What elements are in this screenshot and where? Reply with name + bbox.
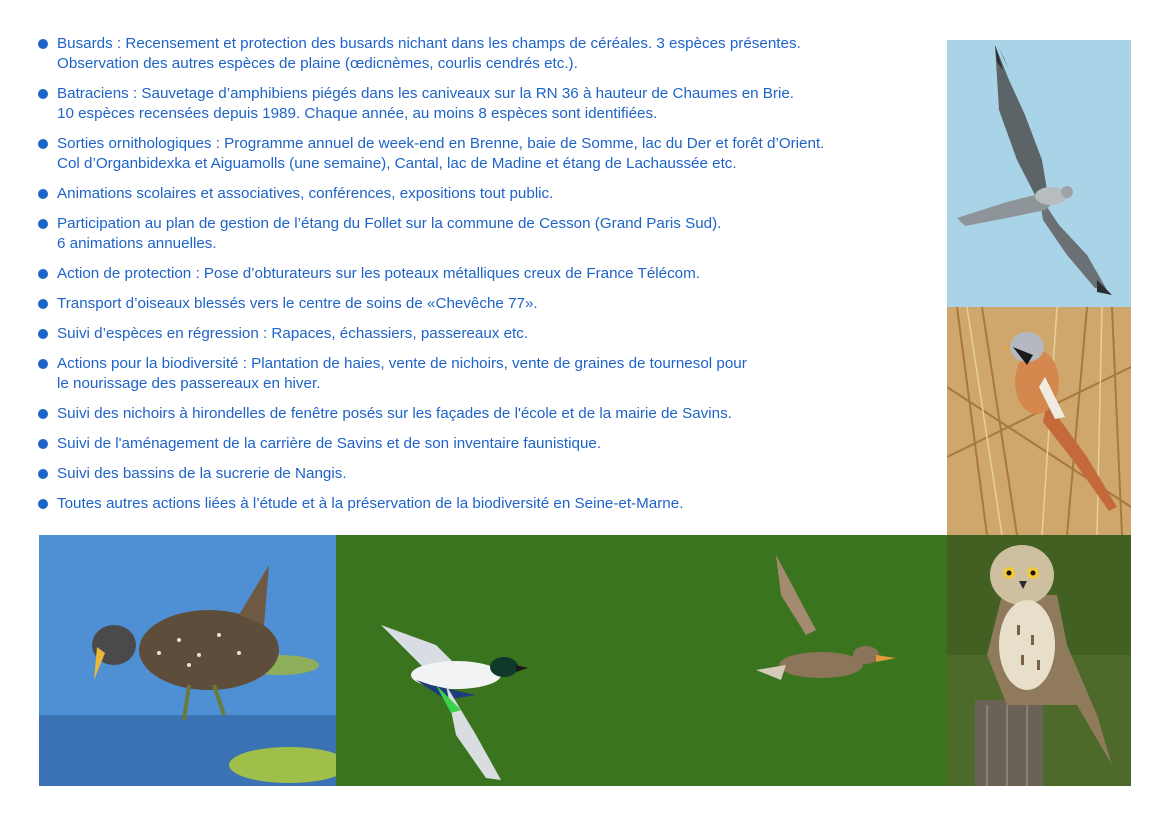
activity-item — [38, 464, 928, 484]
bullet-icon — [38, 89, 48, 99]
activity-line: Observation des autres espèces de plaine (œdicnèmes, courlis cendrés etc.). — [57, 55, 578, 72]
bullet-icon — [38, 409, 48, 419]
activity-line: le nourissage des passereaux en hiver. — [57, 375, 321, 392]
bullet-icon — [38, 469, 48, 479]
activity-item — [38, 264, 928, 284]
activity-line: Actions pour la biodiversité : Plantation de haies, vente de nichoirs, vente de graines de tournesol pour — [57, 355, 747, 372]
activity-item — [38, 134, 928, 174]
activity-line: 10 espèces recensées depuis 1989. Chaque année, au moins 8 espèces sont identifiées. — [57, 105, 658, 122]
bullet-icon — [38, 439, 48, 449]
activity-line: Batraciens : Sauvetage d’amphibiens piégés dans les caniveaux sur la RN 36 à hauteur de Chaumes en Brie. — [57, 85, 795, 102]
activity-item — [38, 294, 928, 314]
activity-line: Busards : Recensement et protection des busards nichant dans les champs de céréales. 3 espèces présentes. — [57, 35, 801, 52]
activity-line: Action de protection : Pose d’obturateurs sur les poteaux métalliques creux de France Télécom. — [57, 265, 700, 282]
activity-line: 6 animations annuelles. — [57, 235, 217, 252]
bullet-icon — [38, 359, 48, 369]
activity-item — [38, 404, 928, 424]
bullet-icon — [38, 139, 48, 149]
activity-item — [38, 354, 928, 394]
activity-line: Col d’Organbidexka et Aiguamolls (une semaine), Cantal, lac de Madine et étang de Lachaussée etc. — [57, 155, 737, 172]
bullet-icon — [38, 499, 48, 509]
bullet-icon — [38, 329, 48, 339]
activity-line: Suivi de l'aménagement de la carrière de Savins et de son inventaire faunistique. — [57, 435, 602, 452]
activity-item — [38, 494, 928, 514]
reedling-photo — [947, 307, 1131, 535]
owl-photo — [947, 535, 1131, 786]
activity-item — [38, 184, 928, 204]
activity-item — [38, 214, 928, 254]
bullet-icon — [38, 189, 48, 199]
bullet-icon — [38, 219, 48, 229]
activity-line: Sorties ornithologiques : Programme annuel de week-end en Brenne, baie de Somme, lac du Der et forêt d’Orient. — [57, 135, 825, 152]
harrier-photo — [947, 40, 1131, 307]
activities-list — [38, 34, 928, 524]
crake-photo — [39, 535, 336, 786]
activity-item — [38, 324, 928, 344]
bullet-icon — [38, 299, 48, 309]
activity-item — [38, 34, 928, 74]
bullet-icon — [38, 269, 48, 279]
activity-line: Transport d’oiseaux blessés vers le centre de soins de «Chevêche 77». — [57, 295, 538, 312]
activity-line: Suivi des bassins de la sucrerie de Nangis. — [57, 465, 347, 482]
activity-item — [38, 84, 928, 124]
activity-line: Toutes autres actions liées à l’étude et à la préservation de la biodiversité en Seine-et-Marne. — [57, 495, 684, 512]
bullet-icon — [38, 39, 48, 49]
ducks-photo — [336, 535, 947, 786]
activity-line: Participation au plan de gestion de l’étang du Follet sur la commune de Cesson (Grand Paris Sud). — [57, 215, 722, 232]
activity-line: Animations scolaires et associatives, conférences, expositions tout public. — [57, 185, 554, 202]
activity-line: Suivi d’espèces en régression : Rapaces, échassiers, passereaux etc. — [57, 325, 529, 342]
activity-item — [38, 434, 928, 454]
activity-line: Suivi des nichoirs à hirondelles de fenêtre posés sur les façades de l'école et de la mairie de Savins. — [57, 405, 732, 422]
